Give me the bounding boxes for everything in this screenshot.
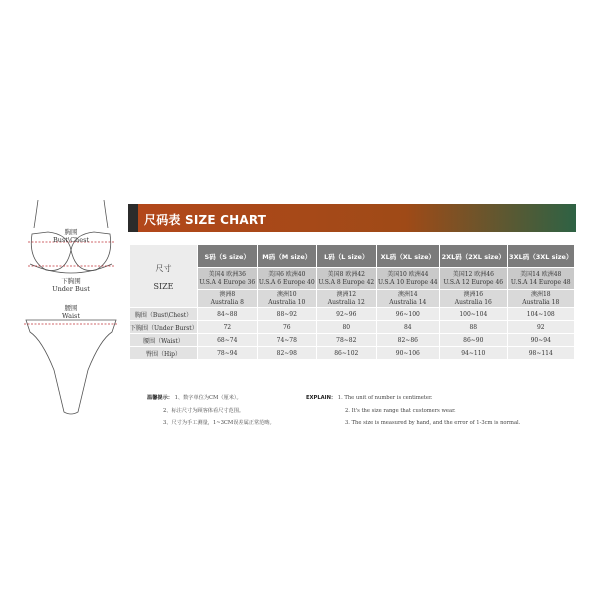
measurement-label: 腰围（Waist）: [130, 334, 198, 347]
us-eu-en: U.S.A 4 Europe 36: [199, 278, 256, 286]
au-en: Australia 14: [389, 298, 427, 306]
notes-en-line-2: 2. It's the size range that customers wear.: [345, 407, 456, 414]
au-cn: 澳洲12: [336, 290, 357, 298]
au-cn: 澳洲10: [276, 290, 297, 298]
us-eu-en: U.S.A 6 Europe 40: [258, 278, 315, 286]
underbust-label: [36, 277, 106, 293]
size-corner-cell: [130, 245, 198, 308]
waist-label-en: Waist: [61, 312, 81, 320]
corner-label-en: SIZE: [153, 282, 174, 291]
measurement-value: 90~106: [376, 347, 440, 360]
measurement-rows: [130, 308, 575, 360]
notes-en-heading: EXPLAIN：: [306, 395, 337, 401]
au-cell: [507, 290, 574, 308]
size-table: [129, 244, 575, 360]
us-eu-en: U.S.A 8 Europe 42: [318, 278, 375, 286]
au-cn: 澳洲18: [530, 290, 551, 298]
notes-cn-text-1: 1、数字单位为CM（厘米）。: [174, 395, 242, 401]
measurement-value: 86~102: [317, 347, 377, 360]
measurement-value: 92: [507, 321, 574, 334]
size-col-xl: XL码（XL size）: [376, 245, 440, 268]
us-eu-cn: 美国14 欧洲48: [520, 270, 562, 278]
measurement-value: 80: [317, 321, 377, 334]
us-eu-en: U.S.A 10 Europe 44: [377, 278, 438, 286]
us-eu-cell: [376, 268, 440, 290]
measurement-row: [130, 308, 575, 321]
measurement-value: 74~78: [257, 334, 317, 347]
au-cell: [440, 290, 507, 308]
measurement-row: [130, 347, 575, 360]
garment-illustration: [8, 190, 128, 430]
measurement-label: 臀围（Hip）: [130, 347, 198, 360]
au-en: Australia 10: [268, 298, 306, 306]
size-col-l: L码（L size）: [317, 245, 377, 268]
us-eu-cell: [317, 268, 377, 290]
us-eu-en: U.S.A 12 Europe 46: [443, 278, 504, 286]
measurement-value: 90~94: [507, 334, 574, 347]
au-cell: [317, 290, 377, 308]
au-cell: [376, 290, 440, 308]
measurement-value: 84: [376, 321, 440, 334]
measurement-value: 78~94: [198, 347, 258, 360]
notes-en-text-1: 1. The unit of number is centimeter.: [337, 395, 433, 401]
au-cn: 澳洲14: [397, 290, 418, 298]
measurement-value: 98~114: [507, 347, 574, 360]
measurement-value: 94~110: [440, 347, 507, 360]
size-header-row: [130, 245, 575, 268]
notes-en-line-3: 3. The size is measured by hand, and the error of 1-3cm is normal.: [345, 420, 521, 426]
notes-cn: [147, 392, 275, 430]
size-col-2xl: 2XL码（2XL size）: [440, 245, 507, 268]
corner-label-cn: 尺寸: [155, 264, 172, 273]
underbust-label-en: Under Bust: [52, 285, 90, 293]
au-cn: 澳洲16: [463, 290, 484, 298]
measurement-value: 84~88: [198, 308, 258, 321]
notes-cn-line-2: 2、标注尺寸为顾客体看尺寸范围。: [163, 407, 245, 414]
measurement-row: [130, 321, 575, 334]
us-eu-cell: [198, 268, 258, 290]
size-col-3xl: 3XL码（3XL size）: [507, 245, 574, 268]
size-chart-banner: [128, 204, 576, 232]
us-eu-cn: 美国12 欧洲46: [452, 270, 494, 278]
us-eu-cell: [440, 268, 507, 290]
notes-cn-line-1: [147, 392, 275, 405]
notes-cn-heading: 温馨提示：: [147, 395, 173, 401]
measurement-value: 104~108: [507, 308, 574, 321]
bust-label-cn: 胸围: [64, 228, 78, 236]
au-cn: 澳洲8: [219, 290, 236, 298]
us-eu-cn: 美国10 欧洲44: [387, 270, 429, 278]
notes-en: [306, 392, 520, 430]
banner-accent: [128, 204, 138, 232]
us-eu-cn: 美国8 欧洲42: [327, 270, 365, 278]
measurement-value: 68~74: [198, 334, 258, 347]
waist-label: [36, 304, 106, 320]
measurement-value: 78~82: [317, 334, 377, 347]
bust-label: [36, 228, 106, 244]
au-en: Australia 12: [327, 298, 365, 306]
measurement-row: [130, 334, 575, 347]
underbust-label-cn: 下胸围: [61, 277, 81, 285]
au-en: Australia 16: [454, 298, 492, 306]
measurement-value: 88: [440, 321, 507, 334]
au-en: Australia 8: [210, 298, 244, 306]
us-eu-en: U.S.A 14 Europe 48: [510, 278, 571, 286]
waist-label-cn: 腰围: [64, 304, 78, 312]
measurement-value: 88~92: [257, 308, 317, 321]
measurement-value: 72: [198, 321, 258, 334]
notes-cn-line-3: 3、尺寸为手工测量，1~3CM误差属正常范畴。: [163, 420, 275, 426]
measurement-value: 76: [257, 321, 317, 334]
measurement-label: 胸围（Bust\Chest）: [130, 308, 198, 321]
measurement-value: 82~86: [376, 334, 440, 347]
measurement-value: 86~90: [440, 334, 507, 347]
us-eu-cell: [257, 268, 317, 290]
notes-en-line-1: [306, 392, 520, 405]
measurement-value: 92~96: [317, 308, 377, 321]
us-eu-cn: 美国4 欧洲36: [208, 270, 246, 278]
measurement-value: 96~100: [376, 308, 440, 321]
size-col-m: M码（M size）: [257, 245, 317, 268]
measurement-label: 下胸围（Under Burst）: [130, 321, 198, 334]
size-col-s: S码（S size）: [198, 245, 258, 268]
au-cell: [257, 290, 317, 308]
us-eu-cn: 美国6 欧洲40: [268, 270, 306, 278]
au-cell: [198, 290, 258, 308]
banner-title: 尺码表 SIZE CHART: [144, 213, 267, 227]
measurement-value: 82~98: [257, 347, 317, 360]
us-eu-cell: [507, 268, 574, 290]
au-en: Australia 18: [522, 298, 560, 306]
bust-label-en: Bust\Chest: [52, 236, 90, 244]
measurement-value: 100~104: [440, 308, 507, 321]
